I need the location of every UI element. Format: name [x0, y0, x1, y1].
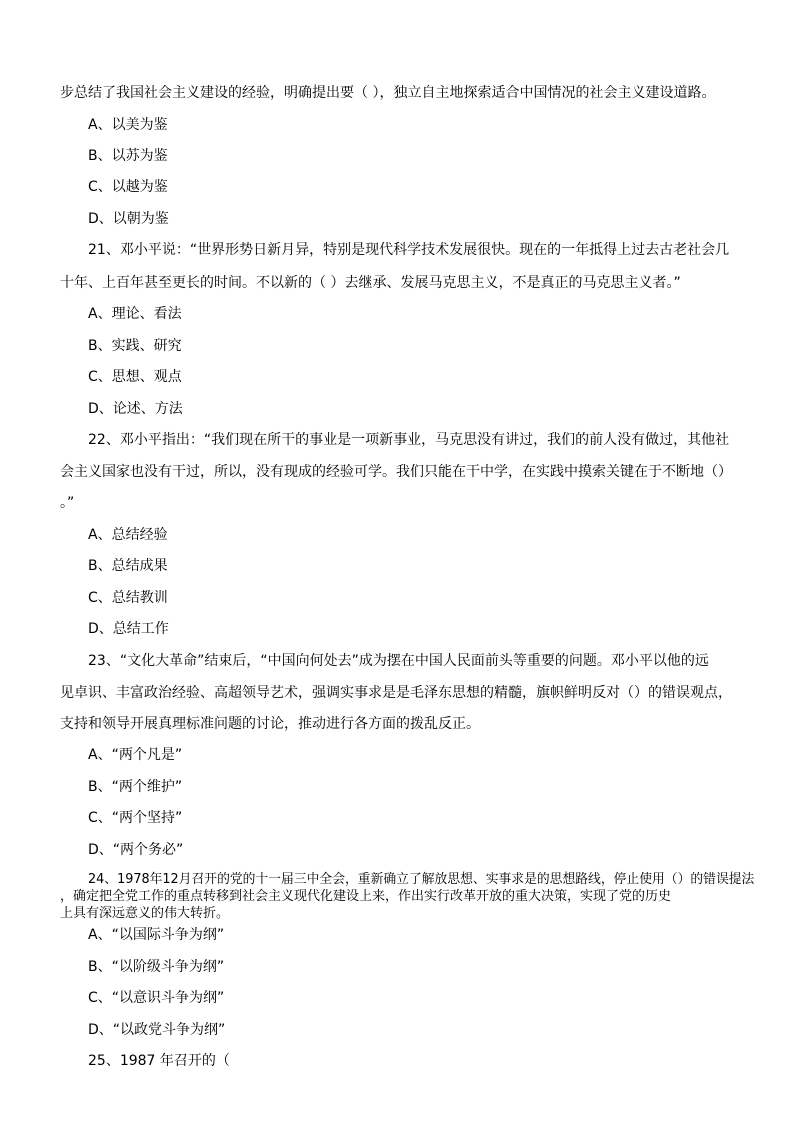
question-22-text-line-1: 22、邓小平指出：“我们现在所干的事业是一项新事业，马克思没有讲过，我们的前人没有做过，其他社: [88, 432, 730, 448]
question-20-option-d: D、以朝为鉴: [88, 211, 169, 227]
question-20-option-c: C、以越为鉴: [88, 179, 168, 195]
question-20-option-b: B、以苏为鉴: [88, 148, 168, 164]
question-22-option-a: A、总结经验: [88, 527, 168, 543]
question-23-text-line-1: 23、“文化大革命”结束后，“中国向何处去”成为摆在中国人民面前头等重要的问题。邓小平以他的远: [88, 653, 709, 669]
question-24-option-d: D、“以政党斗争为纲”: [88, 1022, 226, 1038]
question-22-text-line-2: 会主义国家也没有干过，所以，没有现成的经验可学。我们只能在干中学，在实践中摸索关键在于不断地（）: [60, 464, 732, 480]
question-20-text-line-1: 步总结了我国社会主义建设的经验，明确提出要（ ），独立自主地探索适合中国情况的社会主义建设道路。: [60, 85, 716, 101]
question-22-text-line-3: 。”: [60, 495, 75, 511]
question-21-option-c: C、思想、观点: [88, 369, 182, 385]
question-23-option-d: D、“两个务必”: [88, 842, 184, 858]
question-21-option-a: A、理论、看法: [88, 306, 182, 322]
question-21-text-line-2: 十年、上百年甚至更长的时间。不以新的（ ）去继承、发展马克思主义，不是真正的马克思主义者。”: [60, 275, 681, 291]
question-21-option-d: D、论述、方法: [88, 401, 183, 417]
question-20-option-a: A、以美为鉴: [88, 117, 168, 133]
question-24-option-c: C、“以意识斗争为纲”: [88, 990, 225, 1006]
question-23-text-line-2: 见卓识、丰富政治经验、高超领导艺术，强调实事求是是毛泽东思想的精髓，旗帜鲜明反对（）的错误观点，: [60, 685, 732, 701]
question-23-option-c: C、“两个坚持”: [88, 810, 183, 826]
question-23-option-b: B、“两个维护”: [88, 779, 183, 795]
question-23-option-a: A、“两个凡是”: [88, 747, 183, 763]
question-22-option-c: C、总结教训: [88, 590, 168, 606]
question-23-text-line-3: 支持和领导开展真理标准问题的讨论，推动进行各方面的拨乱反正。: [60, 716, 480, 732]
question-24-text-line-2: ，确定把全党工作的重点转移到社会主义现代化建设上来，作出实行改革开放的重大决策，实现了党的历史: [60, 889, 672, 904]
question-24-option-a: A、“以国际斗争为纲”: [88, 927, 225, 943]
question-22-option-d: D、总结工作: [88, 621, 169, 637]
question-24-option-b: B、“以阶级斗争为纲”: [88, 959, 225, 975]
question-25-text-line-1: 25、1987 年召开的（: [88, 1053, 230, 1069]
question-24-text-line-1: 24、1978年12月召开的党的十一届三中全会，重新确立了解放思想、实事求是的思想路线，停止使用（）的错误提法: [88, 872, 755, 887]
question-24-text-line-3: 上具有深远意义的伟大转折。: [60, 906, 230, 921]
question-21-text-line-1: 21、邓小平说：“世界形势日新月异，特别是现代科学技术发展很快。现在的一年抵得上过去古老社会几: [88, 242, 730, 258]
question-22-option-b: B、总结成果: [88, 558, 168, 574]
question-21-option-b: B、实践、研究: [88, 338, 182, 354]
